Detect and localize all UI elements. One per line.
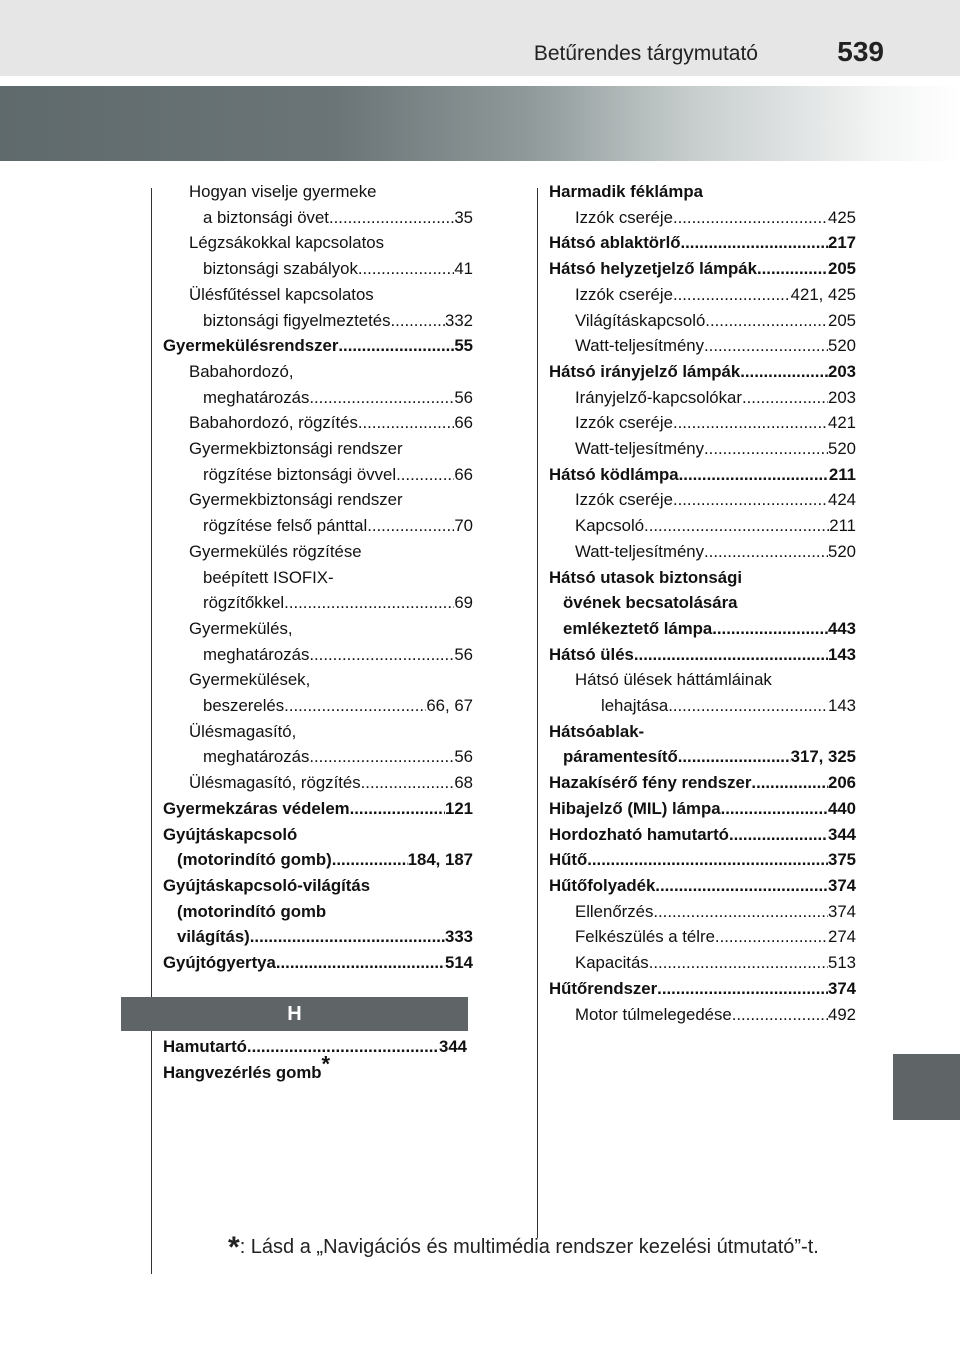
entry-page: 425 bbox=[828, 207, 856, 227]
index-entry bbox=[549, 1002, 856, 1028]
index-entry bbox=[163, 616, 473, 667]
footnote-marker: * bbox=[321, 1051, 331, 1077]
index-entry bbox=[163, 667, 473, 718]
entry-term: Hazakísérő fény rendszer bbox=[549, 773, 752, 793]
entry-page: 56 bbox=[454, 747, 473, 767]
index-entry bbox=[163, 230, 473, 281]
entry-term: Hangvezérlés gomb* bbox=[163, 1051, 331, 1082]
index-entry bbox=[549, 333, 856, 359]
entry-term: Harmadik féklámpa bbox=[549, 182, 703, 201]
index-entry bbox=[549, 899, 856, 925]
index-entry bbox=[549, 282, 856, 308]
entry-page: 520 bbox=[828, 541, 856, 561]
entry-term: meghatározás bbox=[203, 644, 310, 664]
entry-term: Gyújtógyertya bbox=[163, 953, 276, 973]
entry-term: Gyújtáskapcsoló bbox=[163, 824, 298, 844]
footnote bbox=[228, 1231, 819, 1265]
entry-term: Gyújtáskapcsoló-világítás bbox=[163, 875, 371, 895]
index-entry bbox=[549, 565, 856, 642]
entry-term: Hátsó irányjelző lámpák bbox=[549, 361, 741, 381]
entry-term: a biztonsági övet bbox=[203, 207, 329, 227]
entry-term: Motor túlmelegedése bbox=[575, 1004, 732, 1024]
entry-term: Világításkapcsoló bbox=[575, 310, 706, 330]
index-entry bbox=[549, 796, 856, 822]
entry-term: páramentesítő bbox=[563, 747, 678, 767]
entry-page: 492 bbox=[828, 1004, 856, 1024]
entry-page: 68 bbox=[454, 773, 473, 793]
index-entry bbox=[163, 796, 473, 822]
index-entry bbox=[549, 950, 856, 976]
entry-page: 344 bbox=[439, 1037, 467, 1056]
index-entry bbox=[549, 205, 856, 231]
entry-term: biztonsági figyelmeztetés bbox=[203, 310, 391, 330]
entry-term: Hogyan viselje gyermeke bbox=[189, 182, 377, 201]
footnote-text: : Lásd a „Navigációs és multimédia rendszer kezelési útmutató”-t. bbox=[239, 1236, 819, 1258]
index-entry bbox=[163, 822, 473, 873]
entry-page: 421 bbox=[828, 413, 856, 433]
entry-term: lehajtása bbox=[601, 696, 669, 716]
entry-term: Ülésmagasító, rögzítés bbox=[189, 773, 361, 793]
page-title: Betűrendes tárgymutató bbox=[533, 42, 758, 65]
index-thumb-tab bbox=[893, 1054, 960, 1120]
entry-page: 317, 325 bbox=[790, 747, 856, 767]
entry-page: 211 bbox=[828, 464, 856, 484]
entry-page: 203 bbox=[828, 361, 856, 381]
entry-term: (motorindító gomb bbox=[177, 901, 327, 921]
entry-page: 443 bbox=[828, 618, 856, 638]
entry-page: 205 bbox=[828, 259, 856, 279]
index-entry bbox=[163, 719, 473, 770]
entry-page: 374 bbox=[828, 901, 856, 921]
entry-term: Kapcsoló bbox=[575, 516, 645, 536]
entry-term: Izzók cseréje bbox=[575, 490, 673, 510]
index-entry bbox=[549, 256, 856, 282]
entry-term: Hátsó helyzetjelző lámpák bbox=[549, 259, 757, 279]
entry-page: 55 bbox=[454, 336, 473, 356]
entry-term: emlékeztető lámpa bbox=[563, 618, 713, 638]
page-number: 539 bbox=[837, 36, 884, 67]
index-entry bbox=[549, 770, 856, 796]
entry-page: 513 bbox=[828, 953, 856, 973]
entry-term: Hátsóablak- bbox=[549, 721, 645, 741]
entry-page: 203 bbox=[828, 387, 856, 407]
entry-term: meghatározás bbox=[203, 747, 310, 767]
entry-term: Gyermekbiztonsági rendszer bbox=[189, 439, 403, 459]
entry-page: 66 bbox=[454, 413, 473, 433]
decorative-banner bbox=[0, 86, 960, 161]
entry-term: Watt-teljesítmény bbox=[575, 336, 704, 356]
entry-page: 56 bbox=[454, 387, 473, 407]
entry-term: Gyermekülésrendszer bbox=[163, 336, 339, 356]
entry-term: Izzók cseréje bbox=[575, 207, 673, 227]
entry-page: 440 bbox=[828, 798, 856, 818]
entry-term: (motorindító gomb) bbox=[177, 850, 332, 870]
entry-page: 205 bbox=[828, 310, 856, 330]
entry-term: Hátsó ülés bbox=[549, 644, 634, 664]
entry-term: Ellenőrzés bbox=[575, 901, 654, 921]
entry-page: 121 bbox=[445, 798, 473, 818]
entry-page: 41 bbox=[454, 259, 473, 279]
entry-page: 520 bbox=[828, 439, 856, 459]
entry-page: 56 bbox=[454, 644, 473, 664]
index-entry bbox=[549, 847, 856, 873]
index-entry bbox=[549, 179, 856, 205]
section-letter-h: H bbox=[121, 997, 468, 1031]
entry-term: rögzítése felső pánttal bbox=[203, 516, 368, 536]
index-entry bbox=[163, 359, 473, 410]
entry-term: Hűtő bbox=[549, 850, 588, 870]
entry-term: Watt-teljesítmény bbox=[575, 541, 704, 561]
entry-page: 421, 425 bbox=[790, 284, 856, 304]
index-entry bbox=[549, 385, 856, 411]
index-entry bbox=[163, 873, 473, 950]
entry-term: Hátsó ülések háttámláinak bbox=[575, 670, 772, 690]
entry-term: világítás) bbox=[177, 927, 250, 947]
entry-term: Felkészülés a télre bbox=[575, 927, 715, 947]
index-entry bbox=[549, 436, 856, 462]
entry-term: Gyermekülés, bbox=[189, 618, 293, 638]
entry-term: meghatározás bbox=[203, 387, 310, 407]
index-entry bbox=[549, 539, 856, 565]
index-entry bbox=[549, 410, 856, 436]
entry-page: 184, 187 bbox=[407, 850, 473, 870]
entry-term: Gyermekülés rögzítése bbox=[189, 541, 362, 561]
entry-page: 424 bbox=[828, 490, 856, 510]
entry-page: 374 bbox=[828, 875, 856, 895]
entry-page: 211 bbox=[829, 516, 856, 536]
section-h-entries bbox=[163, 1034, 467, 1085]
index-entry bbox=[549, 924, 856, 950]
entry-page: 514 bbox=[445, 953, 473, 973]
entry-page: 374 bbox=[828, 978, 856, 998]
entry-term: rögzítése biztonsági övvel bbox=[203, 464, 397, 484]
entry-term: Hordozható hamutartó bbox=[549, 824, 729, 844]
index-entry bbox=[549, 230, 856, 256]
entry-term: Ülésmagasító, bbox=[189, 721, 297, 741]
index-entry bbox=[163, 1034, 467, 1060]
entry-term: Hűtőrendszer bbox=[549, 978, 658, 998]
index-entry bbox=[549, 513, 856, 539]
entry-page: 143 bbox=[828, 696, 856, 716]
column-divider-left bbox=[151, 188, 152, 1274]
entry-term: Légzsákokkal kapcsolatos bbox=[189, 233, 384, 253]
index-entry bbox=[163, 410, 473, 436]
index-entry bbox=[549, 719, 856, 770]
entry-term: Gyermekzáras védelem bbox=[163, 798, 350, 818]
entry-term: Gyermekbiztonsági rendszer bbox=[189, 490, 403, 510]
entry-term: Kapacitás bbox=[575, 953, 649, 973]
index-entry bbox=[549, 487, 856, 513]
index-column-right bbox=[549, 179, 856, 1027]
entry-page: 69 bbox=[454, 593, 473, 613]
index-entry bbox=[163, 950, 473, 976]
index-entry bbox=[163, 436, 473, 487]
index-column-left bbox=[163, 179, 473, 976]
entry-term: beépített ISOFIX- bbox=[203, 567, 334, 587]
entry-term: Hátsó utasok biztonsági bbox=[549, 567, 743, 587]
entry-term: Hamutartó bbox=[163, 1037, 247, 1056]
entry-term: Izzók cseréje bbox=[575, 413, 673, 433]
index-entry bbox=[163, 770, 473, 796]
index-entry bbox=[163, 282, 473, 333]
entry-term: Hátsó ködlámpa bbox=[549, 464, 679, 484]
entry-page: 35 bbox=[454, 207, 473, 227]
entry-term: Babahordozó, rögzítés bbox=[189, 413, 358, 433]
entry-term: Izzók cseréje bbox=[575, 284, 673, 304]
header-band bbox=[0, 0, 960, 76]
index-entry bbox=[549, 822, 856, 848]
entry-term: Babahordozó, bbox=[189, 361, 294, 381]
column-divider-middle bbox=[537, 188, 538, 1238]
entry-term: övének becsatolására bbox=[563, 593, 738, 613]
index-entry bbox=[163, 539, 473, 616]
index-entry bbox=[549, 308, 856, 334]
entry-term: Hátsó ablaktörlő bbox=[549, 233, 681, 253]
entry-page: 274 bbox=[828, 927, 856, 947]
index-entry bbox=[163, 333, 473, 359]
index-entry bbox=[549, 642, 856, 668]
index-entry bbox=[163, 487, 473, 538]
entry-page: 375 bbox=[828, 850, 856, 870]
entry-page: 143 bbox=[828, 644, 856, 664]
entry-page: 66, 67 bbox=[426, 696, 473, 716]
index-entry bbox=[549, 667, 856, 718]
entry-page: 66 bbox=[454, 464, 473, 484]
index-entry bbox=[549, 359, 856, 385]
entry-page: 333 bbox=[445, 927, 473, 947]
entry-page: 344 bbox=[828, 824, 856, 844]
entry-term: rögzítőkkel bbox=[203, 593, 285, 613]
index-entry bbox=[163, 179, 473, 230]
index-entry bbox=[549, 873, 856, 899]
entry-page: 206 bbox=[828, 773, 856, 793]
entry-term: Ülésfűtéssel kapcsolatos bbox=[189, 284, 374, 304]
entry-term: Irányjelző-kapcsolókar bbox=[575, 387, 742, 407]
entry-term: Watt-teljesítmény bbox=[575, 439, 704, 459]
entry-term: biztonsági szabályok bbox=[203, 259, 358, 279]
index-entry bbox=[549, 462, 856, 488]
index-entry bbox=[163, 1051, 467, 1086]
entry-term: Gyermekülések, bbox=[189, 670, 311, 690]
entry-term: Hibajelző (MIL) lámpa bbox=[549, 798, 721, 818]
entry-term: Hűtőfolyadék bbox=[549, 875, 656, 895]
entry-term: beszerelés bbox=[203, 696, 285, 716]
entry-page: 520 bbox=[828, 336, 856, 356]
entry-page: 70 bbox=[454, 516, 473, 536]
entry-page: 332 bbox=[445, 310, 473, 330]
index-entry bbox=[549, 976, 856, 1002]
footnote-star: * bbox=[228, 1231, 240, 1264]
entry-page: 217 bbox=[828, 233, 856, 253]
